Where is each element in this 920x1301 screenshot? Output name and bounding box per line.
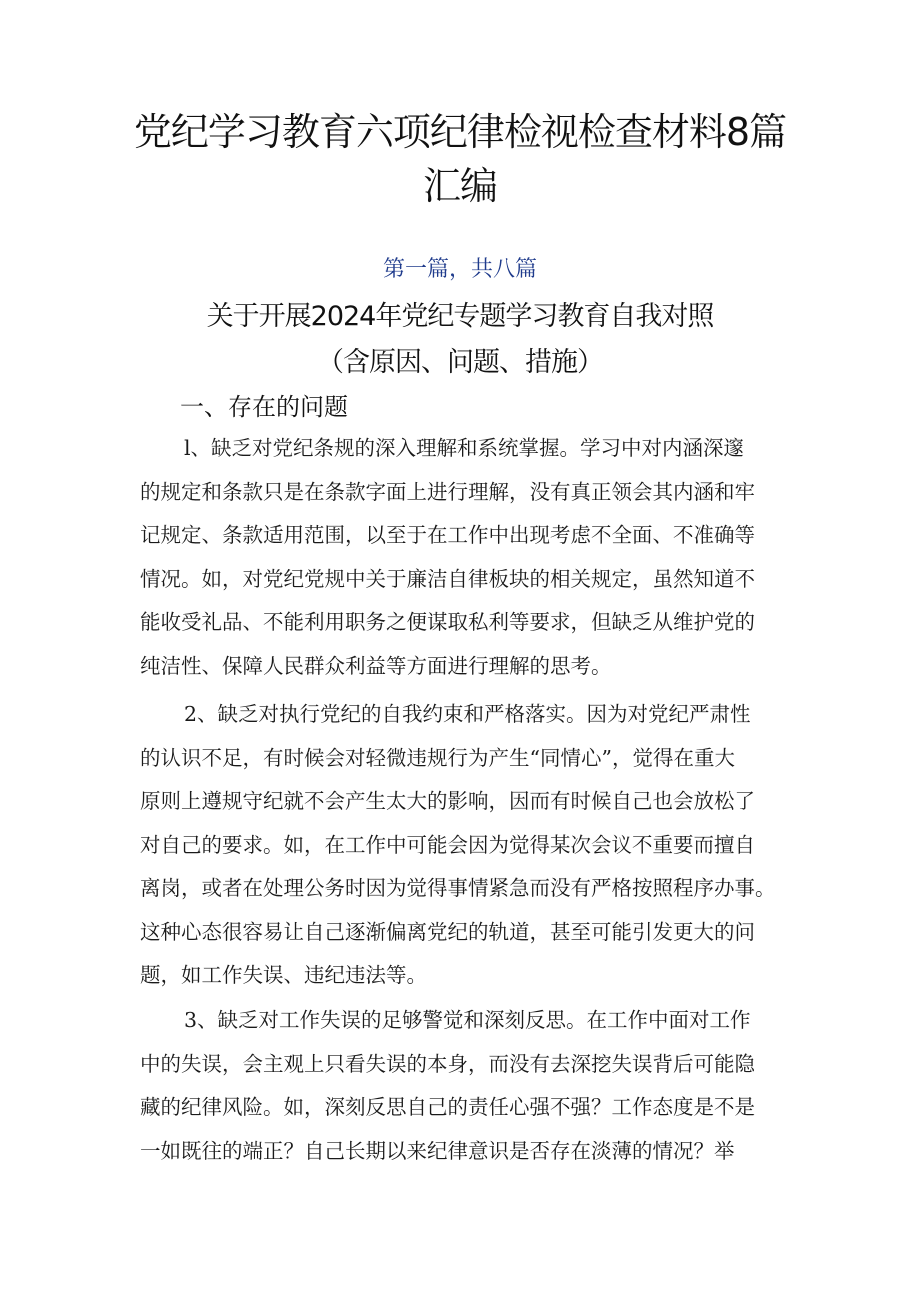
paragraph-line: 能收受礼品、不能利用职务之便谋取私利等要求，但缺乏从维护党的	[140, 610, 755, 634]
paragraph-line: 2、缺乏对执行党纪的自我约束和严格落实。因为对党纪严肃性	[184, 702, 751, 726]
subtitle	[0, 294, 920, 386]
paragraph-line: 一如既往的端正？自己长期以来纪律意识是否存在淡薄的情况？举	[140, 1138, 735, 1163]
paragraph-line: 纯洁性、保障人民群众利益等方面进行理解的思考。	[140, 653, 612, 678]
section-heading: 一、存在的问题	[180, 393, 348, 421]
paragraph-line: 情况。如，对党纪党规中关于廉洁自律板块的相关规定，虽然知道不	[140, 566, 755, 591]
paragraph-1	[140, 427, 790, 688]
paragraph-line: 离岗，或者在处理公务时因为觉得事情紧急而没有严格按照程序办事。	[140, 876, 776, 900]
paragraph-line: 3、缺乏对工作失误的足够警觉和深刻反思。在工作中面对工作	[184, 1008, 751, 1032]
subtitle-line-2: （含原因、问题、措施）	[317, 347, 603, 378]
paragraph-2	[140, 693, 790, 998]
paragraph-line: 对自己的要求。如，在工作中可能会因为觉得某次会议不重要而擅自	[140, 832, 755, 857]
paragraph-line: 藏的纪律风险。如，深刻反思自己的责任心强不强？工作态度是不是	[140, 1095, 755, 1119]
title-line-2: 汇编	[422, 164, 497, 208]
paragraph-line: 题，如工作失误、违纪违法等。	[140, 963, 427, 987]
document-title	[0, 105, 920, 213]
part-label: 第一篇，共八篇	[382, 257, 537, 282]
paragraph-line: 记规定、条款适用范围，以至于在工作中出现考虑不全面、不准确等	[140, 523, 755, 547]
title-line-1: 党纪学习教育六项纪律检视检查材料8篇	[133, 110, 787, 154]
paragraph-line: 的规定和条款只是在条款字面上进行理解，没有真正领会其内涵和牢	[140, 479, 755, 504]
subtitle-line-1: 关于开展2024年党纪专题学习教育自我对照	[206, 301, 714, 332]
paragraph-line: 的认识不足，有时候会对轻微违规行为产生“同情心”，觉得在重大	[140, 745, 735, 770]
paragraph-line: 中的失误，会主观上只看失误的本身，而没有去深挖失误背后可能隐	[140, 1051, 755, 1076]
paragraph-line: 原则上遵规守纪就不会产生太大的影响，因而有时候自己也会放松了	[140, 789, 755, 813]
paragraph-line: 这种心态很容易让自己逐渐偏离党纪的轨道，甚至可能引发更大的问	[140, 919, 755, 944]
paragraph-line: l、缺乏对党纪条规的深入理解和系统掌握。学习中对内涵深邃	[184, 436, 745, 460]
paragraph-3	[140, 999, 790, 1173]
